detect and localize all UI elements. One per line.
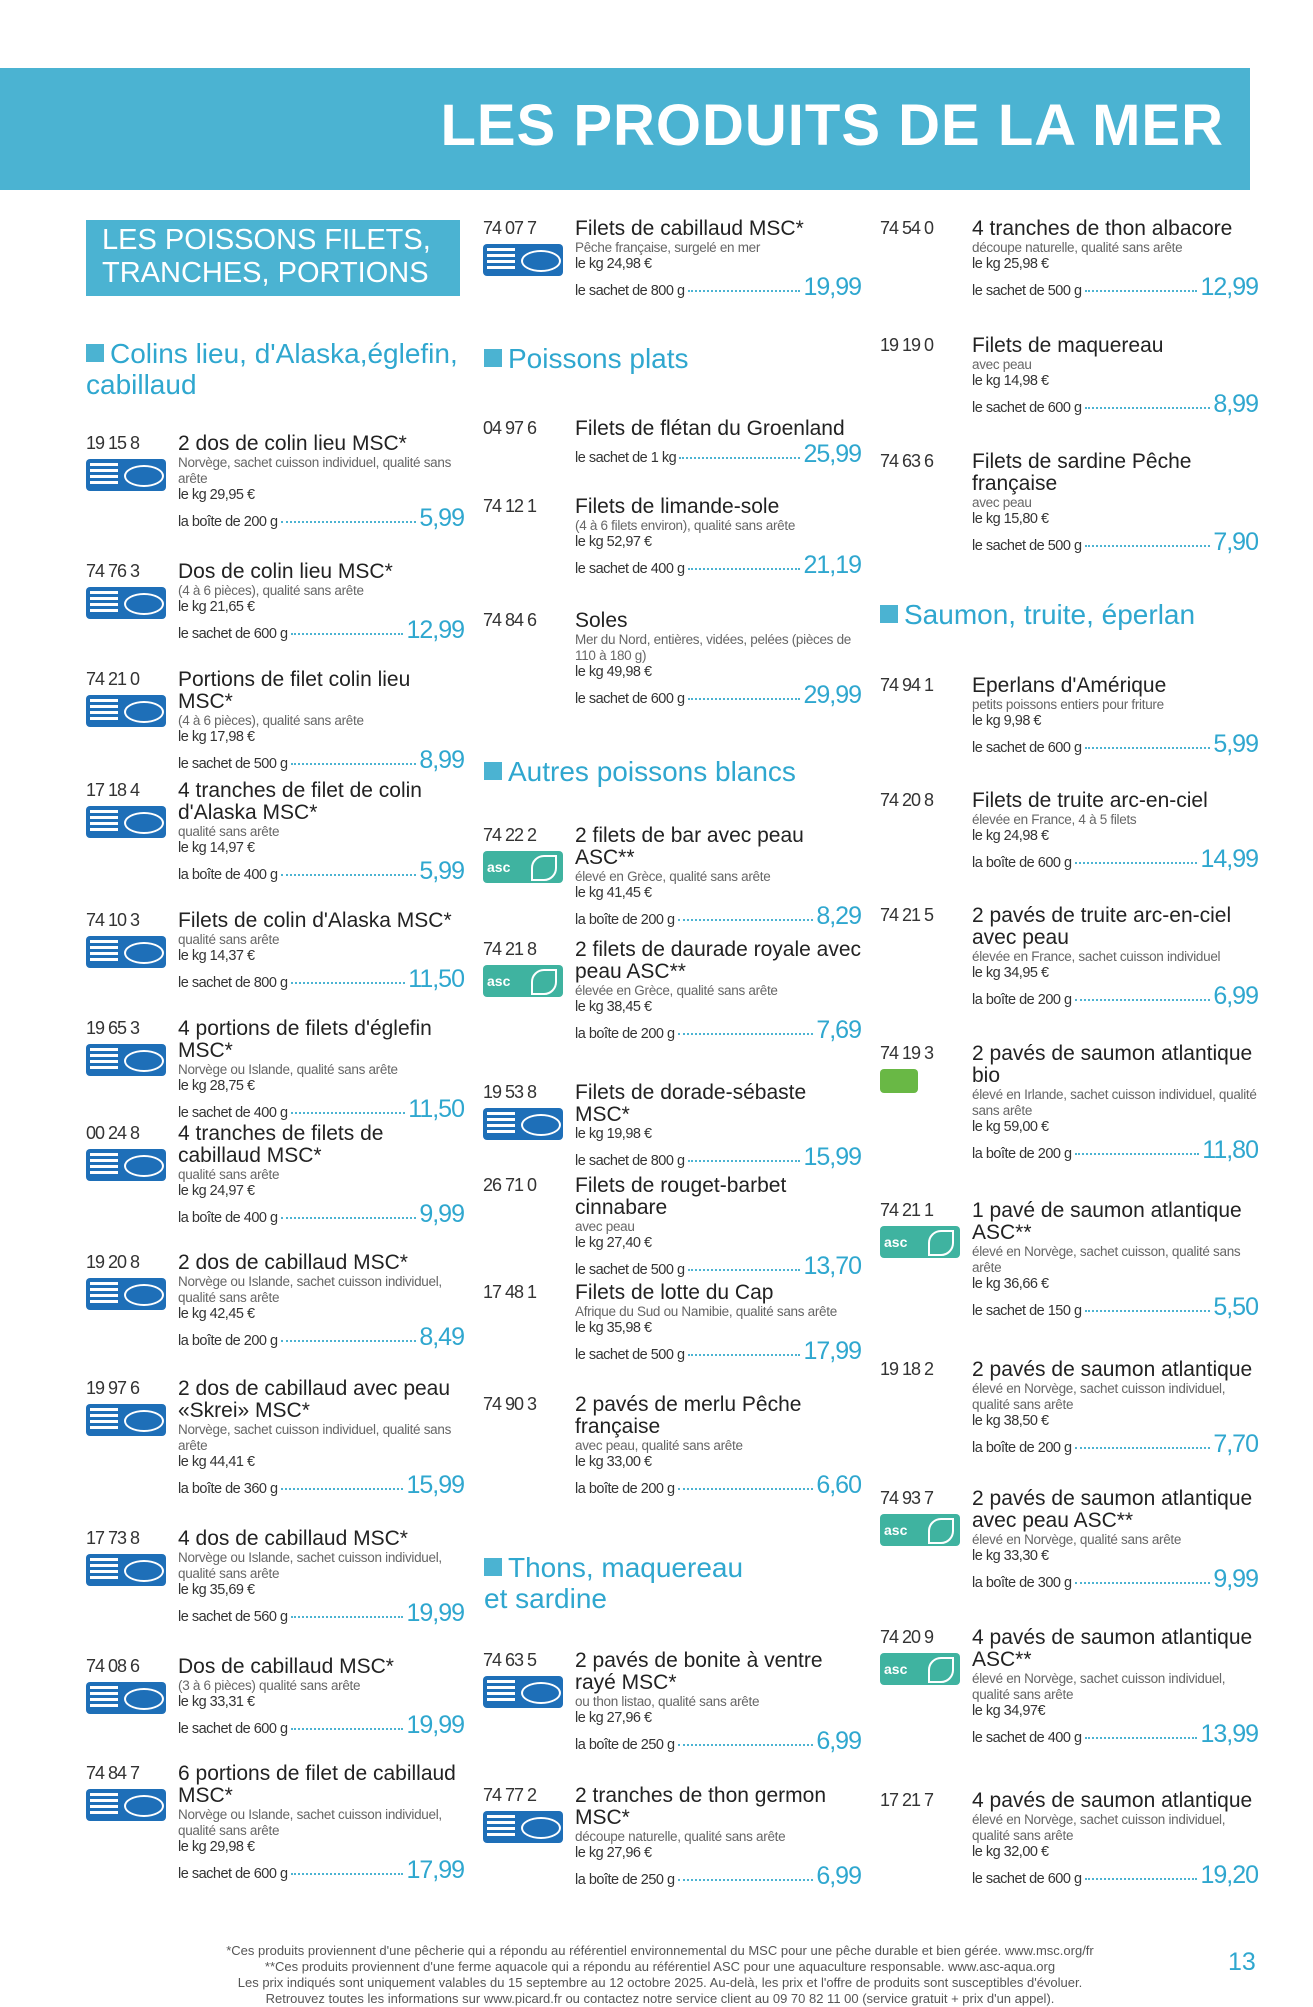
section-heading-text: Colins lieu, d'Alaska,églefin, cabillaud <box>86 338 458 400</box>
product-code: 74 08 6 <box>86 1656 140 1676</box>
product-code: 19 53 8 <box>483 1082 537 1102</box>
package-size: le sachet de 800 g <box>178 975 288 991</box>
product-code: 74 19 3 <box>880 1043 934 1063</box>
product-name: Filets de colin d'Alaska MSC* <box>178 909 452 932</box>
product-price: 8,99 <box>1213 390 1258 418</box>
product-name: 4 tranches de thon albacore <box>972 217 1233 240</box>
product-price: 13,99 <box>1200 1720 1258 1748</box>
msc-label-icon <box>86 1044 166 1076</box>
title-banner <box>0 68 1250 190</box>
product-name: 4 portions de filets d'églefin MSC* <box>178 1017 432 1062</box>
product-price: 5,99 <box>1213 730 1258 758</box>
dot-leader <box>1085 1310 1211 1312</box>
product-code: 74 21 8 <box>483 939 537 959</box>
product-note: qualité sans arête <box>178 1167 280 1182</box>
product-code: 74 22 2 <box>483 825 537 845</box>
msc-label-icon <box>483 1108 563 1140</box>
product-note: avec peau <box>972 357 1032 372</box>
product-code: 74 10 3 <box>86 910 140 930</box>
product-price: 5,99 <box>419 857 464 885</box>
asc-label-icon: asc <box>880 1653 960 1685</box>
price-per-kg: le kg 32,00 € <box>972 1844 1049 1860</box>
package-size: le sachet de 560 g <box>178 1609 288 1625</box>
dot-leader <box>291 1112 406 1114</box>
product-code: 00 24 8 <box>86 1123 140 1143</box>
product-price: 13,70 <box>803 1252 861 1280</box>
asc-label-icon: asc <box>880 1226 960 1258</box>
dot-leader <box>291 982 406 984</box>
package-size: la boîte de 400 g <box>178 1210 278 1226</box>
product-code: 17 21 7 <box>880 1790 934 1810</box>
page-title: LES PRODUITS DE LA MER <box>440 93 1224 158</box>
dot-leader <box>1085 1878 1198 1880</box>
product-code: 74 20 9 <box>880 1627 934 1647</box>
product-note: Pêche française, surgelé en mer <box>575 240 761 255</box>
product-code: 17 18 4 <box>86 780 140 800</box>
package-size: la boîte de 600 g <box>972 855 1072 871</box>
product-note: découpe naturelle, qualité sans arête <box>972 240 1183 255</box>
product-code: 74 12 1 <box>483 496 537 516</box>
product-price: 5,99 <box>419 504 464 532</box>
msc-label-icon <box>483 1811 563 1843</box>
dot-leader <box>678 1879 814 1881</box>
product-note: Norvège, sachet cuisson individuel, qualité sans arête <box>178 455 452 486</box>
package-size: le sachet de 600 g <box>178 626 288 642</box>
package-size: la boîte de 200 g <box>178 514 278 530</box>
package-size: le sachet de 600 g <box>178 1721 288 1737</box>
product-price: 17,99 <box>803 1337 861 1365</box>
product-note: (3 à 6 pièces) qualité sans arête <box>178 1678 361 1693</box>
dot-leader <box>291 1728 404 1730</box>
section-heading-plats <box>484 343 689 374</box>
dot-leader <box>1075 1447 1211 1449</box>
footnote-asc: **Ces produits proviennent d'une ferme aquacole qui a répondu au référentiel ASC pour une aquaculture responsable. www.asc-aqua.org <box>264 1959 1056 1974</box>
product-note: qualité sans arête <box>178 824 280 839</box>
price-per-kg: le kg 14,98 € <box>972 373 1049 389</box>
product-code: 19 18 2 <box>880 1359 934 1379</box>
dot-leader <box>291 1616 404 1618</box>
product-note: Norvège ou Islande, qualité sans arête <box>178 1062 398 1077</box>
product-code: 74 54 0 <box>880 218 934 238</box>
product-name: 2 pavés de saumon atlantique bio <box>972 1042 1253 1087</box>
product-price: 29,99 <box>803 681 861 709</box>
price-per-kg: le kg 35,98 € <box>575 1320 652 1336</box>
product-note: qualité sans arête <box>178 932 280 947</box>
dot-leader <box>678 1488 814 1490</box>
price-per-kg: le kg 42,45 € <box>178 1306 255 1322</box>
package-size: la boîte de 200 g <box>575 1481 675 1497</box>
product-name: 4 pavés de saumon atlantique <box>972 1789 1253 1812</box>
product-name: Filets de maquereau <box>972 334 1164 357</box>
square-bullet-icon <box>484 762 502 780</box>
product-name: 2 pavés de merlu Pêche française <box>575 1393 802 1438</box>
section-heading-saumon <box>880 599 1195 630</box>
product-note: avec peau <box>575 1219 635 1234</box>
product-code: 74 84 7 <box>86 1763 140 1783</box>
section-heading-colin <box>86 338 466 400</box>
product-code: 19 19 0 <box>880 335 934 355</box>
product-price: 7,90 <box>1213 528 1258 556</box>
price-per-kg: le kg 59,00 € <box>972 1119 1049 1135</box>
product-price: 5,50 <box>1213 1293 1258 1321</box>
package-size: la boîte de 250 g <box>575 1872 675 1888</box>
section-heading-blancs <box>484 756 796 787</box>
dot-leader <box>688 568 801 570</box>
product-code: 74 20 8 <box>880 790 934 810</box>
product-price: 11,80 <box>1202 1136 1258 1164</box>
square-bullet-icon <box>484 1558 502 1576</box>
price-per-kg: le kg 27,40 € <box>575 1235 652 1251</box>
product-name: Filets de truite arc-en-ciel <box>972 789 1208 812</box>
product-note: élevée en Grèce, qualité sans arête <box>575 983 778 998</box>
product-price: 6,99 <box>816 1727 861 1755</box>
section-heading-text: Thons, maquereau et sardine <box>484 1552 744 1614</box>
package-size: la boîte de 200 g <box>972 1440 1072 1456</box>
dot-leader <box>678 1033 814 1035</box>
price-per-kg: le kg 52,97 € <box>575 534 652 550</box>
price-per-kg: le kg 24,98 € <box>575 256 652 272</box>
product-price: 8,99 <box>419 746 464 774</box>
price-per-kg: le kg 29,98 € <box>178 1839 255 1855</box>
product-price: 6,99 <box>1213 982 1258 1010</box>
product-price: 12,99 <box>1200 273 1258 301</box>
product-name: 2 dos de cabillaud avec peau «Skrei» MSC* <box>178 1377 451 1422</box>
price-per-kg: le kg 17,98 € <box>178 729 255 745</box>
product-code: 19 15 8 <box>86 433 140 453</box>
price-per-kg: le kg 41,45 € <box>575 885 652 901</box>
product-code: 26 71 0 <box>483 1175 537 1195</box>
price-per-kg: le kg 33,31 € <box>178 1694 255 1710</box>
product-note: élevé en Irlande, sachet cuisson individuel, qualité sans arête <box>972 1087 1257 1118</box>
dot-leader <box>1075 862 1198 864</box>
package-size: le sachet de 500 g <box>575 1262 685 1278</box>
product-name: 2 tranches de thon germon MSC* <box>575 1784 826 1829</box>
msc-label-icon <box>86 1278 166 1310</box>
eu-organic-leaf-icon <box>880 1069 918 1093</box>
product-price: 8,29 <box>816 902 861 930</box>
price-per-kg: le kg 27,96 € <box>575 1710 652 1726</box>
product-name: 2 filets de bar avec peau ASC** <box>575 824 804 869</box>
product-note: (4 à 6 filets environ), qualité sans arête <box>575 518 796 533</box>
dot-leader <box>1085 1737 1198 1739</box>
footnote-prices: Les prix indiqués sont uniquement valables du 15 septembre au 12 octobre 2025. Au-delà, les prix et l'offre de produits sont susceptibles d'évoluer. <box>237 1975 1083 1990</box>
footnote-msc: *Ces produits proviennent d'une pêcherie qui a répondu au référentiel environnemental du MSC pour une pêche durable et bien gérée. www.msc.org/fr <box>226 1943 1094 1958</box>
product-price: 15,99 <box>406 1471 464 1499</box>
product-code: 74 63 5 <box>483 1650 537 1670</box>
product-name: Filets de lotte du Cap <box>575 1281 774 1304</box>
package-size: la boîte de 250 g <box>575 1737 675 1753</box>
price-per-kg: le kg 27,96 € <box>575 1845 652 1861</box>
dot-leader <box>688 698 801 700</box>
price-per-kg: le kg 29,95 € <box>178 487 255 503</box>
product-price: 6,60 <box>816 1471 861 1499</box>
product-price: 19,99 <box>803 273 861 301</box>
package-size: le sachet de 600 g <box>972 1871 1082 1887</box>
product-name: 2 dos de cabillaud MSC* <box>178 1251 408 1274</box>
dot-leader <box>688 1354 801 1356</box>
square-bullet-icon <box>484 349 502 367</box>
product-name: 1 pavé de saumon atlantique ASC** <box>972 1199 1242 1244</box>
msc-label-icon <box>86 587 166 619</box>
price-per-kg: le kg 19,98 € <box>575 1126 652 1142</box>
product-code: 74 21 0 <box>86 669 140 689</box>
price-per-kg: le kg 24,98 € <box>972 828 1049 844</box>
product-note: avec peau, qualité sans arête <box>575 1438 743 1453</box>
price-per-kg: le kg 34,97€ <box>972 1703 1046 1719</box>
product-price: 19,20 <box>1200 1861 1258 1889</box>
product-name: 2 dos de colin lieu MSC* <box>178 432 407 455</box>
product-note: (4 à 6 pièces), qualité sans arête <box>178 713 364 728</box>
product-price: 21,19 <box>803 551 861 579</box>
dot-leader <box>281 1217 417 1219</box>
price-per-kg: le kg 44,41 € <box>178 1454 255 1470</box>
price-per-kg: le kg 14,37 € <box>178 948 255 964</box>
product-code: 74 07 7 <box>483 218 537 238</box>
msc-label-icon <box>483 1676 563 1708</box>
package-size: le sachet de 600 g <box>972 400 1082 416</box>
product-note: découpe naturelle, qualité sans arête <box>575 1829 786 1844</box>
product-price: 25,99 <box>803 440 861 468</box>
product-price: 11,50 <box>408 1095 464 1123</box>
product-note: Mer du Nord, entières, vidées, pelées (pièces de 110 à 180 g) <box>575 632 852 663</box>
product-name: Filets de cabillaud MSC* <box>575 217 804 240</box>
product-code: 19 97 6 <box>86 1378 140 1398</box>
package-size: la boîte de 200 g <box>972 1146 1072 1162</box>
product-code: 74 77 2 <box>483 1785 537 1805</box>
product-code: 17 73 8 <box>86 1528 140 1548</box>
dot-leader <box>281 1488 404 1490</box>
product-name: Soles <box>575 609 628 632</box>
package-size: la boîte de 200 g <box>575 1026 675 1042</box>
product-note: Afrique du Sud ou Namibie, qualité sans arête <box>575 1304 837 1319</box>
price-per-kg: le kg 28,75 € <box>178 1078 255 1094</box>
package-size: le sachet de 600 g <box>972 740 1082 756</box>
product-code: 74 21 1 <box>880 1200 934 1220</box>
msc-label-icon <box>86 695 166 727</box>
dot-leader <box>688 290 801 292</box>
price-per-kg: le kg 9,98 € <box>972 713 1041 729</box>
price-per-kg: le kg 35,69 € <box>178 1582 255 1598</box>
product-code: 74 76 3 <box>86 561 140 581</box>
dot-leader <box>1085 545 1211 547</box>
product-price: 17,99 <box>406 1856 464 1884</box>
product-price: 7,70 <box>1213 1430 1258 1458</box>
page-number: 13 <box>1228 1948 1256 1976</box>
section-heading-text: Saumon, truite, éperlan <box>904 599 1196 630</box>
product-name: 2 pavés de bonite à ventre rayé MSC* <box>575 1649 823 1694</box>
product-name: Portions de filet colin lieu MSC* <box>178 668 411 713</box>
product-note: élevé en Norvège, sachet cuisson, qualité sans arête <box>972 1244 1241 1275</box>
product-name: Filets de dorade-sébaste MSC* <box>575 1081 807 1126</box>
product-note: élevé en Grèce, qualité sans arête <box>575 869 771 884</box>
product-note: Norvège ou Islande, sachet cuisson individuel, qualité sans arête <box>178 1274 442 1305</box>
product-code: 74 94 1 <box>880 675 934 695</box>
product-price: 11,50 <box>408 965 464 993</box>
dot-leader <box>291 763 417 765</box>
product-name: 6 portions de filet de cabillaud MSC* <box>178 1762 456 1807</box>
product-note: élevée en France, 4 à 5 filets <box>972 812 1137 827</box>
package-size: le sachet de 400 g <box>575 561 685 577</box>
product-note: Norvège, sachet cuisson individuel, qualité sans arête <box>178 1422 452 1453</box>
dot-leader <box>291 1873 404 1875</box>
package-size: la boîte de 200 g <box>575 912 675 928</box>
package-size: la boîte de 200 g <box>972 992 1072 1008</box>
product-price: 19,99 <box>406 1599 464 1627</box>
price-per-kg: le kg 38,50 € <box>972 1413 1049 1429</box>
dot-leader <box>1085 747 1211 749</box>
package-size: le sachet de 500 g <box>972 538 1082 554</box>
package-size: le sachet de 800 g <box>575 1153 685 1169</box>
product-note: élevé en Norvège, qualité sans arête <box>972 1532 1182 1547</box>
product-code: 19 65 3 <box>86 1018 140 1038</box>
product-name: Dos de cabillaud MSC* <box>178 1655 394 1678</box>
dot-leader <box>1075 999 1211 1001</box>
product-note: ou thon listao, qualité sans arête <box>575 1694 760 1709</box>
section-heading-text: Autres poissons blancs <box>508 756 796 787</box>
package-size: la boîte de 400 g <box>178 867 278 883</box>
price-per-kg: le kg 25,98 € <box>972 256 1049 272</box>
product-price: 19,99 <box>406 1711 464 1739</box>
product-code: 74 21 5 <box>880 905 934 925</box>
product-name: 4 dos de cabillaud MSC* <box>178 1527 408 1550</box>
product-name: 4 tranches de filet de colin d'Alaska MSC* <box>178 779 422 824</box>
price-per-kg: le kg 33,30 € <box>972 1548 1049 1564</box>
product-price: 15,99 <box>803 1143 861 1171</box>
product-name: 4 pavés de saumon atlantique ASC** <box>972 1626 1253 1671</box>
product-note: Norvège ou Islande, sachet cuisson individuel, qualité sans arête <box>178 1550 442 1581</box>
msc-label-icon <box>86 1404 166 1436</box>
asc-label-icon: asc <box>483 851 563 883</box>
footnote-contact: Retrouvez toutes les informations sur www.picard.fr ou contactez notre service client au 09 70 82 11 00 (service gratuit + prix d'un appel). <box>265 1991 1055 2006</box>
asc-label-icon: asc <box>483 965 563 997</box>
package-size: le sachet de 600 g <box>178 1866 288 1882</box>
square-bullet-icon <box>880 605 898 623</box>
price-per-kg: le kg 15,80 € <box>972 511 1049 527</box>
package-size: la boîte de 200 g <box>178 1333 278 1349</box>
dot-leader <box>1075 1153 1200 1155</box>
product-price: 7,69 <box>816 1016 861 1044</box>
product-price: 9,99 <box>1213 1565 1258 1593</box>
package-size: le sachet de 400 g <box>178 1105 288 1121</box>
product-name: Dos de colin lieu MSC* <box>178 560 393 583</box>
dot-leader <box>1075 1582 1211 1584</box>
package-size: le sachet de 1 kg <box>575 450 677 466</box>
product-code: 04 97 6 <box>483 418 537 438</box>
product-note: élevée en France, sachet cuisson individuel <box>972 949 1221 964</box>
product-price: 14,99 <box>1200 845 1258 873</box>
price-per-kg: le kg 14,97 € <box>178 840 255 856</box>
footer-notes <box>150 1943 1170 2007</box>
dot-leader <box>678 1744 814 1746</box>
product-note: élevé en Norvège, sachet cuisson individuel, qualité sans arête <box>972 1671 1226 1702</box>
price-per-kg: le kg 34,95 € <box>972 965 1049 981</box>
price-per-kg: le kg 24,97 € <box>178 1183 255 1199</box>
msc-label-icon <box>86 1149 166 1181</box>
price-per-kg: le kg 33,00 € <box>575 1454 652 1470</box>
product-code: 17 48 1 <box>483 1282 537 1302</box>
msc-label-icon <box>483 244 563 276</box>
section-heading-thons <box>484 1552 744 1614</box>
product-name: 2 pavés de saumon atlantique avec peau ASC** <box>972 1487 1253 1532</box>
product-price: 9,99 <box>419 1200 464 1228</box>
price-per-kg: le kg 36,66 € <box>972 1276 1049 1292</box>
product-note: (4 à 6 pièces), qualité sans arête <box>178 583 364 598</box>
category-box: LES POISSONS FILETS, TRANCHES, PORTIONS <box>86 220 460 296</box>
product-name: Filets de limande-sole <box>575 495 780 518</box>
product-note: élevé en Norvège, sachet cuisson individuel, qualité sans arête <box>972 1812 1226 1843</box>
dot-leader <box>1085 407 1211 409</box>
dot-leader <box>688 1269 801 1271</box>
product-code: 74 84 6 <box>483 610 537 630</box>
package-size: le sachet de 150 g <box>972 1303 1082 1319</box>
product-name: Eperlans d'Amérique <box>972 674 1167 697</box>
product-name: 2 filets de daurade royale avec peau ASC** <box>575 938 862 983</box>
msc-label-icon <box>86 459 166 491</box>
dot-leader <box>281 521 417 523</box>
product-name: 4 tranches de filets de cabillaud MSC* <box>178 1122 384 1167</box>
product-name: Filets de rouget-barbet cinnabare <box>575 1174 787 1219</box>
product-price: 6,99 <box>816 1862 861 1890</box>
product-code: 74 90 3 <box>483 1394 537 1414</box>
dot-leader <box>688 1160 801 1162</box>
msc-label-icon <box>86 1554 166 1586</box>
package-size: le sachet de 500 g <box>972 283 1082 299</box>
product-code: 74 63 6 <box>880 451 934 471</box>
dot-leader <box>678 919 814 921</box>
product-note: avec peau <box>972 495 1032 510</box>
dot-leader <box>679 457 800 459</box>
product-price: 8,49 <box>419 1323 464 1351</box>
price-per-kg: le kg 49,98 € <box>575 664 652 680</box>
package-size: le sachet de 400 g <box>972 1730 1082 1746</box>
product-name: Filets de flétan du Groenland <box>575 417 845 440</box>
square-bullet-icon <box>86 344 104 362</box>
package-size: le sachet de 500 g <box>178 756 288 772</box>
product-code: 19 20 8 <box>86 1252 140 1272</box>
product-note: petits poissons entiers pour friture <box>972 697 1164 712</box>
package-size: la boîte de 360 g <box>178 1481 278 1497</box>
price-per-kg: le kg 21,65 € <box>178 599 255 615</box>
product-name: 2 pavés de truite arc-en-ciel avec peau <box>972 904 1232 949</box>
dot-leader <box>281 1340 417 1342</box>
package-size: la boîte de 300 g <box>972 1575 1072 1591</box>
product-name: Filets de sardine Pêche française <box>972 450 1192 495</box>
package-size: le sachet de 500 g <box>575 1347 685 1363</box>
asc-label-icon: asc <box>880 1514 960 1546</box>
msc-label-icon <box>86 1682 166 1714</box>
section-heading-text: Poissons plats <box>508 343 689 374</box>
dot-leader <box>1085 290 1198 292</box>
msc-label-icon <box>86 1789 166 1821</box>
msc-label-icon <box>86 936 166 968</box>
package-size: le sachet de 600 g <box>575 691 685 707</box>
product-code: 74 93 7 <box>880 1488 934 1508</box>
price-per-kg: le kg 38,45 € <box>575 999 652 1015</box>
msc-label-icon <box>86 806 166 838</box>
product-note: Norvège ou Islande, sachet cuisson individuel, qualité sans arête <box>178 1807 442 1838</box>
dot-leader <box>281 874 417 876</box>
product-name: 2 pavés de saumon atlantique <box>972 1358 1253 1381</box>
dot-leader <box>291 633 404 635</box>
product-price: 12,99 <box>406 616 464 644</box>
product-note: élevé en Norvège, sachet cuisson individuel, qualité sans arête <box>972 1381 1226 1412</box>
package-size: le sachet de 800 g <box>575 283 685 299</box>
